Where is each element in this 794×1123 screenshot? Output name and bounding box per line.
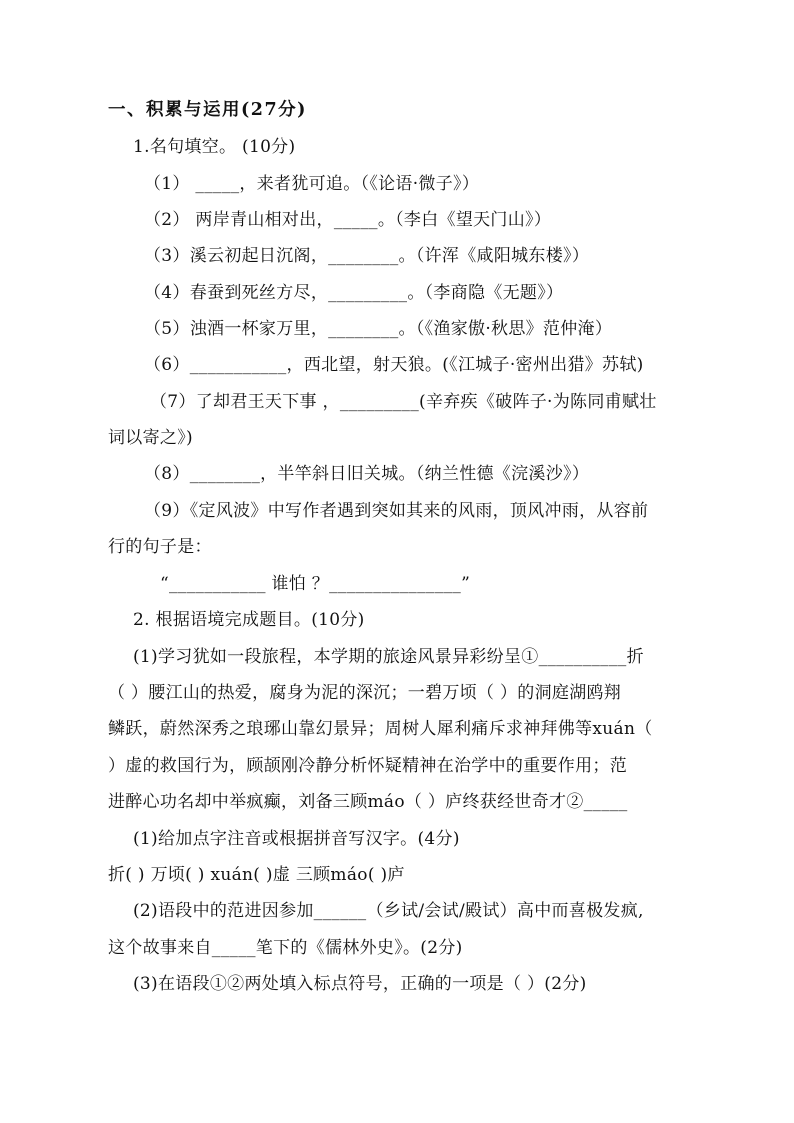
q2-sub2-line-2: 这个故事来自_____笔下的《儒林外史》。(2分) — [108, 938, 463, 958]
q2-sub1-title: (1)给加点字注音或根据拼音写汉字。(4分) — [133, 829, 460, 849]
q2-passage-line-4: ）虚的救国行为，顾颉刚冷静分析怀疑精神在治学中的重要作用；范 — [108, 756, 627, 776]
q2-passage-line-5: 进醉心功名却中举疯癫，刘备三顾máo（ ）庐终获经世奇才②_____ — [108, 792, 628, 812]
q2-sub3: (3)在语段①②两处填入标点符号，正确的一项是（ ）(2分) — [133, 974, 587, 994]
q2-sub1-fill: 折( ) 万顷( ) xuán( )虚 三顾máo( )庐 — [108, 865, 405, 885]
q2-sub2-line-1: (2)语段中的范进因参加______（乡试/会试/殿试）高中而喜极发疯, — [133, 901, 644, 921]
section-heading: 一、积累与运用(27分) — [108, 100, 307, 120]
question-1-title: 1.名句填空。 (10分) — [133, 137, 296, 157]
q1-item-4: （4）春蚕到死丝方尽，_________。（李商隐《无题》） — [144, 283, 564, 303]
q1-item-9: （9）《定风波》中写作者遇到突如其来的风雨，顶风冲雨，从容前 — [144, 501, 649, 521]
q1-item-5: （5）浊酒一杯家万里，________。（《渔家傲·秋思》范仲淹） — [144, 319, 613, 339]
q1-item-9-blanks: “___________ 谁怕 ？_______________” — [160, 574, 471, 594]
q1-item-3: （3）溪云初起日沉阁，________。（许浑《咸阳城东楼》） — [144, 246, 590, 266]
q1-item-6: （6）___________，西北望，射天狼。(《江城子·密州出猎》苏轼) — [144, 355, 644, 375]
q2-passage-line-3: 鳞跃，蔚然深秀之琅琊山靠幻景异；周树人犀利痛斥求神拜佛等xuán（ — [108, 719, 653, 739]
q1-item-2: （2） 两岸青山相对出，_____。（李白《望天门山》） — [144, 210, 552, 230]
q2-passage-line-1: (1)学习犹如一段旅程，本学期的旅途风景异彩纷呈①__________折 — [133, 647, 644, 667]
q1-item-7: （7）了却君王天下事 ，_________(辛弃疾《破阵子·为陈同甫赋壮 — [150, 392, 657, 412]
q2-passage-line-2: （ ）腰江山的热爱，腐身为泥的深沉；一碧万顷（ ）的洞庭湖鸥翔 — [108, 683, 622, 703]
q1-item-8: （8）________，半竿斜日旧关城。（纳兰性德《浣溪沙》） — [144, 464, 590, 484]
q1-item-9-cont: 行的句子是： — [108, 537, 212, 557]
q1-item-7-cont: 词以寄之》) — [108, 428, 193, 448]
question-2-title: 2. 根据语境完成题目。(10分) — [133, 610, 365, 630]
q1-item-1: （1） _____，来者犹可追。（《论语·微子》） — [144, 174, 480, 194]
